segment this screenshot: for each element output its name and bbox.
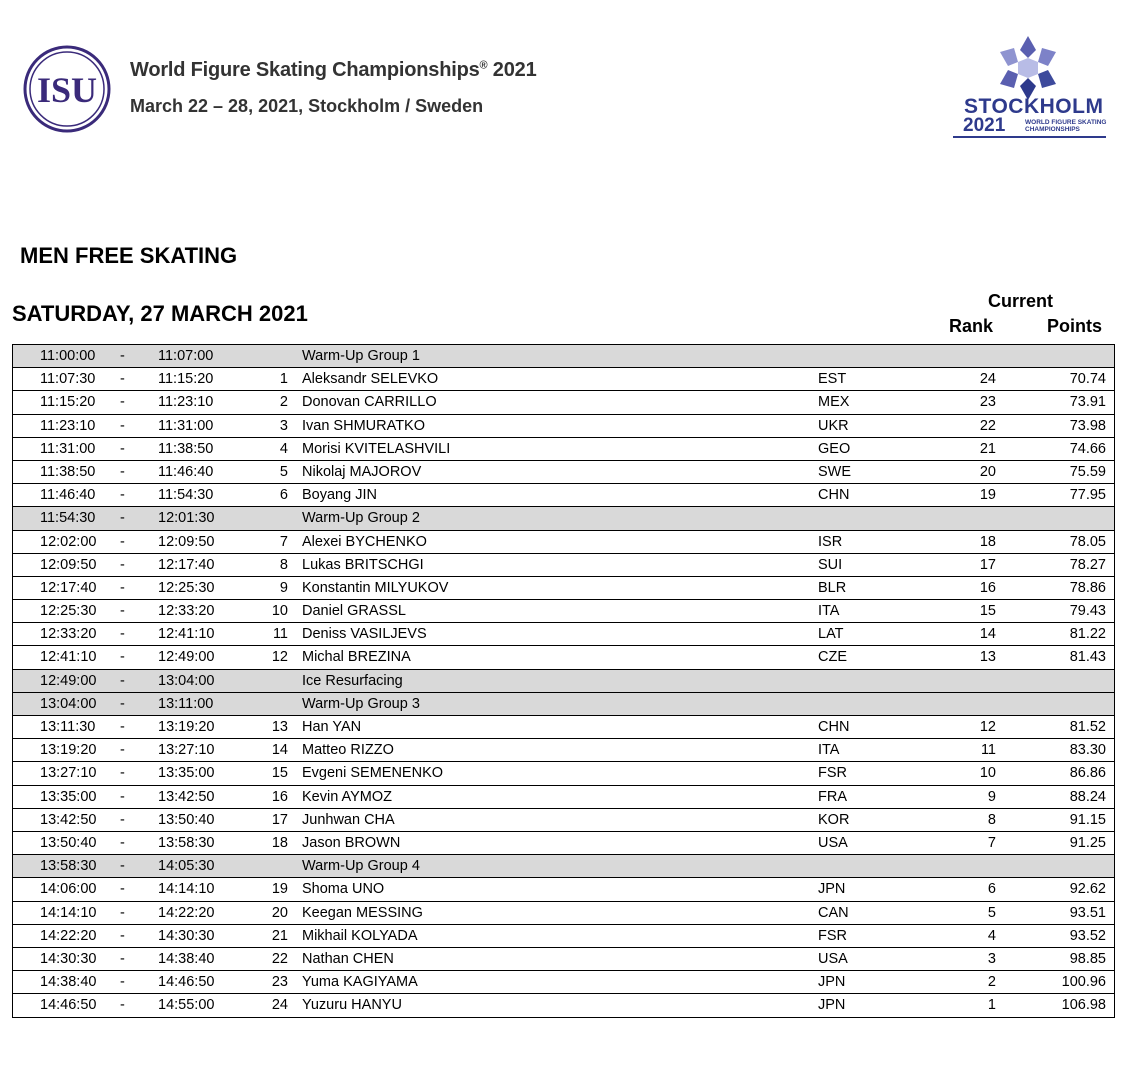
time-separator: - [120,463,125,480]
nation-code: CAN [818,904,849,921]
session-label: Warm-Up Group 4 [302,858,420,875]
nation-code: UKR [818,417,849,434]
current-points: 83.30 [1069,742,1106,759]
start-time: 11:00:00 [40,348,96,364]
current-rank: 6 [987,881,996,898]
time-separator: - [120,510,125,527]
start-time: 13:42:50 [40,811,97,828]
current-rank: 4 [987,927,996,944]
start-time: 14:30:30 [40,950,97,967]
schedule-skater-row [13,925,1114,948]
skater-name: Evgeni SEMENENKO [302,765,444,782]
start-number: 4 [279,440,288,457]
nation-code: CHN [818,487,850,504]
stockholm-logo-tagline-1: WORLD FIGURE SKATING [1025,119,1107,126]
start-time: 11:54:30 [40,510,96,527]
start-time: 12:09:50 [40,556,97,573]
schedule-break-row [13,507,1114,530]
end-time: 13:11:00 [158,695,214,712]
start-number: 11 [272,626,288,643]
time-separator: - [120,487,125,504]
end-time: 14:38:40 [158,950,215,967]
current-rank: 1 [987,997,996,1014]
time-separator: - [120,371,125,388]
end-time: 14:14:10 [158,881,215,898]
time-separator: - [120,974,125,991]
schedule-skater-row [13,809,1114,832]
skater-name: Kevin AYMOZ [302,788,392,805]
stockholm-logo-tagline-2: CHAMPIONSHIPS [1025,126,1080,133]
session-label: Warm-Up Group 1 [302,348,420,364]
time-separator: - [120,904,125,921]
start-number: 3 [279,417,288,434]
nation-code: ITA [818,603,840,620]
schedule-skater-row [13,994,1114,1017]
start-time: 14:14:10 [40,904,97,921]
skater-name: Shoma UNO [302,881,385,898]
end-time: 13:50:40 [158,811,215,828]
championship-year: 2021 [492,59,537,81]
nation-code: KOR [818,811,850,828]
nation-code: CZE [818,649,847,666]
current-points: 78.05 [1069,533,1106,550]
start-time: 12:17:40 [40,579,97,596]
current-rank: 8 [987,811,996,828]
start-time: 11:15:20 [40,394,96,411]
time-separator: - [120,719,125,735]
start-number: 9 [279,579,288,596]
current-points: 86.86 [1069,765,1106,782]
current-points: 81.52 [1069,719,1106,735]
schedule-skater-row [13,531,1114,554]
time-separator: - [120,927,125,944]
time-separator: - [120,533,125,550]
current-rank: 23 [979,394,996,411]
isu-logo [22,44,112,134]
session-label: Warm-Up Group 3 [302,695,420,712]
start-time: 11:38:50 [40,463,96,480]
current-rank: 11 [980,742,996,759]
skater-name: Nathan CHEN [302,950,394,967]
skater-name: Lukas BRITSCHGI [302,556,424,573]
end-time: 11:15:20 [158,371,214,388]
nation-code: EST [818,371,847,388]
current-rank: 24 [979,371,996,388]
start-number: 15 [271,765,288,782]
skater-name: Junhwan CHA [302,811,395,828]
start-time: 11:46:40 [40,487,96,504]
skater-name: Jason BROWN [302,834,401,851]
skater-name: Michal BREZINA [302,649,411,666]
time-separator: - [120,997,125,1014]
start-number: 6 [279,487,288,504]
start-number: 8 [279,556,288,573]
start-number: 10 [271,603,288,620]
skater-name: Alexei BYCHENKO [302,533,427,550]
schedule-skater-row [13,948,1114,971]
current-points: 75.59 [1069,463,1106,480]
end-time: 12:49:00 [158,649,215,666]
time-separator: - [120,765,125,782]
end-time: 13:58:30 [158,834,215,851]
end-time: 11:31:00 [158,417,214,434]
start-time: 12:49:00 [40,672,97,689]
start-number: 5 [279,463,288,480]
skater-name: Yuzuru HANYU [302,997,402,1014]
start-time: 12:02:00 [40,533,97,550]
schedule-skater-row [13,716,1114,739]
current-points: 91.25 [1069,834,1106,851]
end-time: 13:04:00 [158,672,215,689]
time-separator: - [120,950,125,967]
current-points: 81.43 [1069,649,1106,666]
schedule-break-row [13,670,1114,693]
current-points: 78.27 [1069,556,1106,573]
current-points: 106.98 [1061,997,1106,1014]
current-rank: 9 [987,788,996,805]
skater-name: Keegan MESSING [302,904,423,921]
schedule-skater-row [13,878,1114,901]
nation-code: GEO [818,440,851,457]
session-label: Warm-Up Group 2 [302,510,420,527]
end-time: 12:01:30 [158,510,215,527]
championship-title [130,59,537,82]
schedule-skater-row [13,577,1114,600]
start-number: 14 [271,742,288,759]
time-separator: - [120,626,125,643]
stockholm-logo-word: STOCKHOLM [964,95,1104,118]
time-separator: - [120,695,125,712]
current-points: 77.95 [1069,487,1106,504]
nation-code: MEX [818,394,850,411]
current-rank: 15 [979,603,996,620]
skater-name: Ivan SHMURATKO [302,417,426,434]
end-time: 14:46:50 [158,974,215,991]
nation-code: ISR [818,533,843,550]
schedule-skater-row [13,902,1114,925]
start-time: 13:19:20 [40,742,97,759]
nation-code: JPN [818,974,846,991]
nation-code: SWE [818,463,852,480]
end-time: 12:09:50 [158,533,215,550]
current-points: 88.24 [1069,788,1106,805]
start-time: 13:50:40 [40,834,97,851]
skater-name: Han YAN [302,719,362,735]
schedule-skater-row [13,391,1114,414]
schedule-skater-row [13,438,1114,461]
end-time: 14:30:30 [158,927,215,944]
time-separator: - [120,649,125,666]
time-separator: - [120,603,125,620]
start-time: 12:33:20 [40,626,97,643]
nation-code: USA [818,950,848,967]
skater-name: Donovan CARRILLO [302,394,437,411]
current-rank: 21 [979,440,996,457]
current-points: 100.96 [1061,974,1106,991]
skater-name: Matteo RIZZO [302,742,394,759]
start-number: 21 [271,927,288,944]
time-separator: - [120,672,125,689]
time-separator: - [120,858,125,875]
current-points: 70.74 [1069,371,1106,388]
current-rank: 17 [979,556,996,573]
current-rank: 7 [987,834,996,851]
current-points: 93.51 [1069,904,1106,921]
championship-name: World Figure Skating Championships [130,59,480,81]
end-time: 13:19:20 [158,719,215,735]
end-time: 14:55:00 [158,997,215,1014]
start-number: 1 [279,371,288,388]
start-number: 18 [271,834,288,851]
skater-name: Konstantin MILYUKOV [302,579,449,596]
start-time: 13:58:30 [40,858,97,875]
current-points: 73.91 [1069,394,1106,411]
nation-code: JPN [818,997,846,1014]
schedule-table [12,344,1115,1018]
start-time: 13:04:00 [40,695,97,712]
schedule-skater-row [13,415,1114,438]
start-time: 11:23:10 [40,417,96,434]
schedule-skater-row [13,554,1114,577]
current-points: 78.86 [1069,579,1106,596]
end-time: 12:33:20 [158,603,215,620]
end-time: 12:25:30 [158,579,215,596]
nation-code: SUI [818,556,843,573]
current-rank: 14 [979,626,996,643]
start-time: 14:46:50 [40,997,97,1014]
end-time: 11:46:40 [158,463,214,480]
schedule-skater-row [13,832,1114,855]
start-time: 11:31:00 [40,440,96,457]
time-separator: - [120,348,125,364]
current-rank: 19 [979,487,996,504]
nation-code: JPN [818,881,846,898]
current-points: 98.85 [1069,950,1106,967]
schedule-skater-row [13,762,1114,785]
start-time: 12:41:10 [40,649,97,666]
start-number: 20 [271,904,288,921]
start-time: 13:35:00 [40,788,97,805]
current-rank: 13 [979,649,996,666]
time-separator: - [120,556,125,573]
current-points: 73.98 [1069,417,1106,434]
start-time: 11:07:30 [40,371,96,388]
start-number: 16 [271,788,288,805]
start-time: 14:38:40 [40,974,97,991]
event-title: MEN FREE SKATING [20,243,238,268]
schedule-skater-row [13,623,1114,646]
schedule-break-row [13,693,1114,716]
start-time: 14:06:00 [40,881,97,898]
schedule-skater-row [13,600,1114,623]
skater-name: Yuma KAGIYAMA [302,974,418,991]
current-rank: 16 [979,579,996,596]
start-number: 24 [271,997,288,1014]
end-time: 12:17:40 [158,556,215,573]
start-time: 13:11:30 [40,719,96,735]
column-header-points: Points [1047,316,1103,336]
end-time: 13:42:50 [158,788,215,805]
time-separator: - [120,579,125,596]
time-separator: - [120,394,125,411]
nation-code: BLR [818,579,847,596]
column-header-current: Current [988,291,1054,311]
championship-dates-location: March 22 – 28, 2021, Stockholm / Sweden [130,96,484,116]
start-number: 22 [271,950,288,967]
skater-name: Deniss VASILJEVS [302,626,427,643]
schedule-skater-row [13,971,1114,994]
current-points: 91.15 [1069,811,1106,828]
current-points: 79.43 [1069,603,1106,620]
nation-code: FSR [818,927,847,944]
end-time: 13:27:10 [158,742,215,759]
end-time: 11:54:30 [158,487,214,504]
nation-code: FRA [818,788,847,805]
start-time: 14:22:20 [40,927,97,944]
schedule-break-row [13,345,1114,368]
schedule-skater-row [13,484,1114,507]
start-number: 23 [271,974,288,991]
day-title: SATURDAY, 27 MARCH 2021 [12,301,308,326]
end-time: 11:07:00 [158,348,214,364]
stockholm-logo-year: 2021 [963,115,1006,136]
isu-logo-text: ISU [36,70,98,110]
current-rank: 5 [987,904,996,921]
start-time: 12:25:30 [40,603,97,620]
current-rank: 10 [979,765,996,782]
start-number: 2 [279,394,288,411]
current-rank: 20 [979,463,996,480]
nation-code: FSR [818,765,847,782]
skater-name: Daniel GRASSL [302,603,406,620]
start-number: 19 [271,881,288,898]
start-number: 13 [271,719,288,735]
time-separator: - [120,742,125,759]
time-separator: - [120,788,125,805]
current-points: 93.52 [1069,927,1106,944]
session-label: Ice Resurfacing [302,672,403,689]
current-points: 81.22 [1069,626,1106,643]
end-time: 13:35:00 [158,765,215,782]
skater-name: Boyang JIN [302,487,377,504]
current-points: 92.62 [1069,881,1106,898]
nation-code: ITA [818,742,840,759]
time-separator: - [120,811,125,828]
schedule-skater-row [13,368,1114,391]
schedule-skater-row [13,739,1114,762]
start-number: 7 [279,533,288,550]
schedule-skater-row [13,646,1114,669]
logo-underline [953,136,1106,138]
end-time: 14:05:30 [158,858,215,875]
current-rank: 12 [979,719,996,735]
schedule-break-row [13,855,1114,878]
time-separator: - [120,417,125,434]
end-time: 11:38:50 [158,440,214,457]
end-time: 12:41:10 [158,626,215,643]
nation-code: CHN [818,719,850,735]
start-number: 17 [271,811,288,828]
skater-name: Nikolaj MAJOROV [302,463,422,480]
current-rank: 18 [979,533,996,550]
time-separator: - [120,881,125,898]
start-time: 13:27:10 [40,765,97,782]
skater-name: Aleksandr SELEVKO [302,371,439,388]
registered-mark: ® [479,59,488,72]
current-rank: 3 [987,950,996,967]
end-time: 14:22:20 [158,904,215,921]
schedule-skater-row [13,786,1114,809]
schedule-skater-row [13,461,1114,484]
current-rank: 22 [979,417,996,434]
end-time: 11:23:10 [158,394,214,411]
start-number: 12 [271,649,288,666]
nation-code: LAT [818,626,844,643]
current-points: 74.66 [1069,440,1106,457]
time-separator: - [120,440,125,457]
current-rank: 2 [987,974,996,991]
skater-name: Mikhail KOLYADA [302,927,418,944]
time-separator: - [120,834,125,851]
stockholm-logo-tagline [1025,119,1107,133]
skater-name: Morisi KVITELASHVILI [302,440,451,457]
column-header-rank: Rank [949,316,994,336]
nation-code: USA [818,834,848,851]
